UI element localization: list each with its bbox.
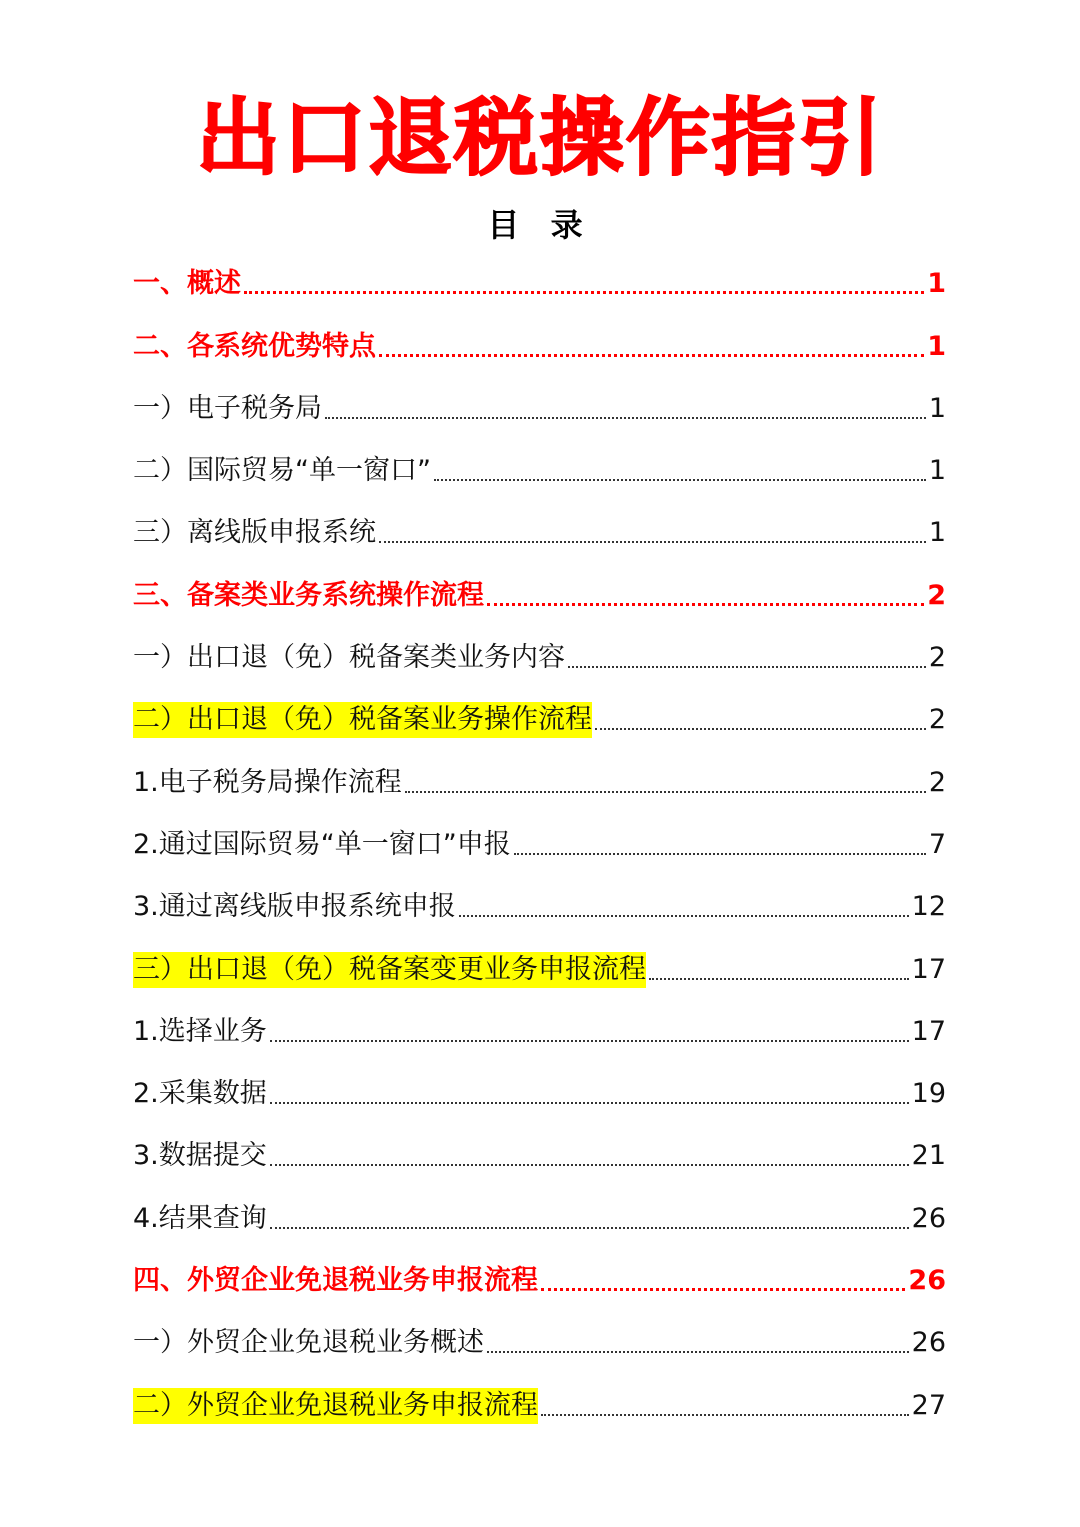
toc-dot-leader bbox=[487, 1351, 909, 1353]
toc-entry-label-highlighted: 三）出口退（免）税备案变更业务申报流程 bbox=[133, 952, 646, 988]
toc-entry-page-number: 17 bbox=[911, 1015, 946, 1047]
toc-entry[interactable] bbox=[133, 252, 946, 314]
toc-entry-label: 一、概述 bbox=[133, 268, 241, 300]
toc-entry-label: 一）外贸企业免退税业务概述 bbox=[133, 1327, 484, 1359]
toc-dot-leader bbox=[270, 1164, 909, 1166]
toc-dot-leader bbox=[514, 853, 926, 855]
toc-dot-leader bbox=[270, 1040, 909, 1042]
toc-dot-leader bbox=[459, 915, 909, 917]
toc-entry[interactable] bbox=[133, 937, 946, 999]
toc-entry[interactable] bbox=[133, 501, 946, 563]
toc-entry-page-number: 21 bbox=[911, 1140, 946, 1172]
toc-dot-leader bbox=[487, 603, 924, 606]
toc-entry[interactable] bbox=[133, 813, 946, 875]
toc-entry-label: 1.电子税务局操作流程 bbox=[133, 766, 402, 798]
toc-entry-page-number: 7 bbox=[928, 828, 946, 860]
toc-dot-leader bbox=[244, 291, 924, 294]
toc-dot-leader bbox=[379, 354, 924, 357]
toc-dot-leader bbox=[405, 791, 926, 793]
toc-entry-page-number: 1 bbox=[927, 330, 946, 362]
toc-dot-leader bbox=[541, 1414, 909, 1416]
toc-entry-label: 3.通过离线版申报系统申报 bbox=[133, 891, 456, 923]
toc-entry-page-number: 27 bbox=[911, 1389, 946, 1421]
toc-entry-page-number: 1 bbox=[928, 455, 946, 487]
toc-entry-label: 一）电子税务局 bbox=[133, 392, 322, 424]
toc-dot-leader bbox=[649, 978, 909, 980]
toc-entry-page-number: 26 bbox=[908, 1265, 946, 1297]
toc-dot-leader bbox=[270, 1102, 909, 1104]
toc-entry-page-number: 1 bbox=[928, 517, 946, 549]
toc-entry-page-number: 19 bbox=[911, 1078, 946, 1110]
toc-entry-label: 2.采集数据 bbox=[133, 1078, 267, 1110]
toc-dot-leader bbox=[379, 541, 926, 543]
toc-entry-page-number: 1 bbox=[927, 268, 946, 300]
toc-entry[interactable] bbox=[133, 750, 946, 812]
toc-entry[interactable] bbox=[133, 688, 946, 750]
toc-entry[interactable] bbox=[133, 1000, 946, 1062]
toc-entry-label-highlighted: 二）出口退（免）税备案业务操作流程 bbox=[133, 702, 592, 738]
toc-entry-label: 1.选择业务 bbox=[133, 1015, 267, 1047]
toc-entry-page-number: 12 bbox=[911, 891, 946, 923]
toc-entry-label: 二、各系统优势特点 bbox=[133, 330, 376, 362]
toc-entry-page-number: 1 bbox=[928, 392, 946, 424]
toc-entry-page-number: 17 bbox=[911, 953, 946, 985]
toc-entry[interactable] bbox=[133, 1311, 946, 1373]
toc-dot-leader bbox=[541, 1288, 905, 1291]
toc-dot-leader bbox=[434, 479, 926, 481]
toc-entry[interactable] bbox=[133, 563, 946, 625]
toc-entry[interactable] bbox=[133, 1186, 946, 1248]
toc-dot-leader bbox=[325, 417, 926, 419]
toc-entry-label: 2.通过国际贸易“单一窗口”申报 bbox=[133, 828, 511, 860]
toc-entry-label: 4.结果查询 bbox=[133, 1202, 267, 1234]
toc-entry-page-number: 26 bbox=[911, 1202, 946, 1234]
toc-entry[interactable] bbox=[133, 626, 946, 688]
toc-dot-leader bbox=[568, 666, 926, 668]
toc-entry-page-number: 26 bbox=[911, 1327, 946, 1359]
toc-entry-label: 三）离线版申报系统 bbox=[133, 517, 376, 549]
toc-entry-page-number: 2 bbox=[928, 704, 946, 736]
toc-entry-label-highlighted: 二）外贸企业免退税业务申报流程 bbox=[133, 1388, 538, 1424]
toc-entry[interactable] bbox=[133, 1373, 946, 1435]
document-title: 出口退税操作指引 bbox=[195, 89, 884, 187]
toc-entry[interactable] bbox=[133, 875, 946, 937]
toc-entry[interactable] bbox=[133, 377, 946, 439]
toc-heading: 目 录 bbox=[487, 206, 593, 244]
table-of-contents bbox=[133, 252, 946, 1436]
toc-dot-leader bbox=[595, 728, 926, 730]
toc-entry[interactable] bbox=[133, 1124, 946, 1186]
toc-entry[interactable] bbox=[133, 314, 946, 376]
toc-entry-page-number: 2 bbox=[928, 642, 946, 674]
toc-entry-label: 四、外贸企业免退税业务申报流程 bbox=[133, 1265, 538, 1297]
toc-entry-label: 3.数据提交 bbox=[133, 1140, 267, 1172]
toc-entry-page-number: 2 bbox=[927, 579, 946, 611]
toc-entry-page-number: 2 bbox=[928, 766, 946, 798]
toc-entry-label: 一）出口退（免）税备案类业务内容 bbox=[133, 642, 565, 674]
toc-entry-label: 三、备案类业务系统操作流程 bbox=[133, 579, 484, 611]
toc-entry[interactable] bbox=[133, 1249, 946, 1311]
toc-entry[interactable] bbox=[133, 1062, 946, 1124]
toc-dot-leader bbox=[270, 1227, 909, 1229]
toc-entry[interactable] bbox=[133, 439, 946, 501]
toc-entry-label: 二）国际贸易“单一窗口” bbox=[133, 455, 431, 487]
